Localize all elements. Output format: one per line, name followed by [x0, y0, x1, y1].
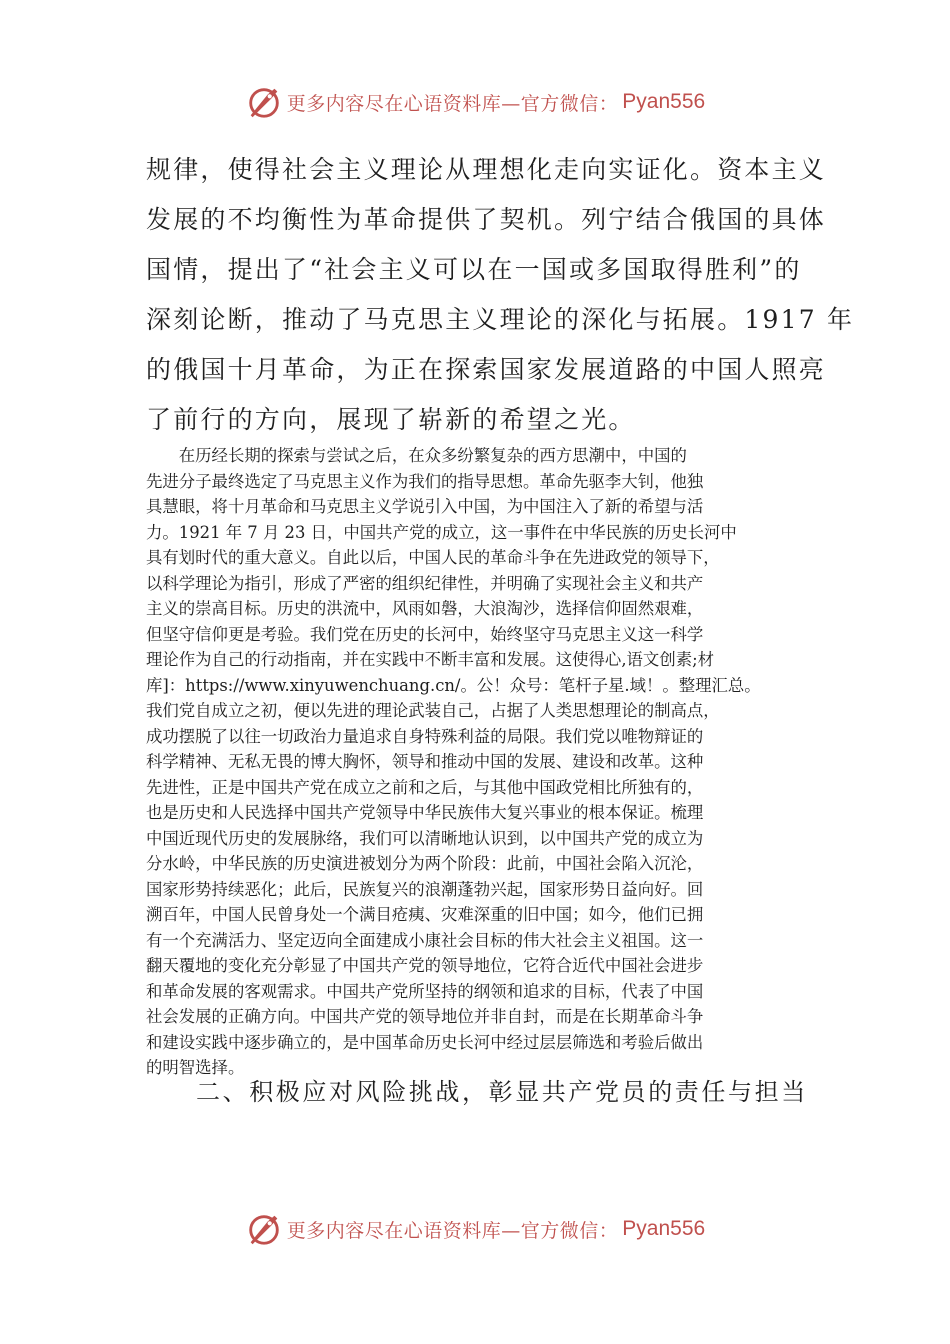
text-line: 也是历史和人民选择中国共产党领导中华民族伟大复兴事业的根本保证。梳理: [146, 803, 704, 822]
text-line: 分水岭，中华民族的历史演进被划分为两个阶段：此前，中国社会陷入沉沦，: [146, 854, 704, 873]
text-line: 科学精神、无私无畏的博大胸怀，领导和推动中国的发展、建设和改革。这种: [146, 752, 704, 771]
header-banner: [0, 80, 950, 124]
text-line: 的俄国十月革命，为正在探索国家发展道路的中国人照亮: [146, 355, 827, 384]
text-line: 国情，提出了“社会主义可以在一国或多国取得胜利”的: [146, 255, 802, 284]
footer-banner: [0, 1207, 950, 1251]
text-line: 有一个充满活力、坚定迈向全面建成小康社会目标的伟大社会主义祖国。这一: [146, 930, 704, 950]
text-line: 溯百年，中国人民曾身处一个满目疮痍、灾难深重的旧中国；如今，他们已拥: [146, 905, 704, 924]
banner-text: 更多内容尽在心语资料库—官方微信：: [286, 1219, 619, 1242]
pen-nib-logo-icon: [245, 1210, 283, 1248]
text-line: 国家形势持续恶化；此后，民族复兴的浪潮蓬勃兴起，国家形势日益向好。回: [146, 879, 704, 899]
text-line: 库]：https://www.xinyuwenchuang.cn/。公！众号：笔杆子星.域！。整理汇总。: [146, 675, 761, 695]
text-line: 深刻论断，推动了马克思主义理论的深化与拓展。1917 年: [146, 305, 855, 334]
text-line: 主义的崇高目标。历史的洪流中，风雨如磐，大浪淘沙，选择信仰固然艰难，: [146, 599, 704, 618]
text-line: 和建设实践中逐步确立的，是中国革命历史长河中经过层层筛选和考验后做出: [146, 1032, 704, 1052]
text-line: 社会发展的正确方向。中国共产党的领导地位并非自封，而是在长期革命斗争: [146, 1007, 704, 1026]
text-line: 我们党自成立之初，便以先进的理论武装自己，占据了人类思想理论的制高点，: [146, 701, 720, 720]
text-line: 翻天覆地的变化充分彰显了中国共产党的领导地位，它符合近代中国社会进步: [146, 956, 704, 975]
text-line: 但坚守信仰更是考验。我们党在历史的长河中，始终坚守马克思主义这一科学: [146, 624, 704, 644]
banner-account: Pyan556: [622, 90, 706, 113]
text-line: 具慧眼，将十月革命和马克思主义学说引入中国，为中国注入了新的希望与活: [146, 497, 704, 516]
text-line: 具有划时代的重大意义。自此以后，中国人民的革命斗争在先进政党的领导下，: [146, 548, 720, 567]
large-text-block: [146, 145, 855, 445]
pen-nib-logo-icon: [245, 83, 283, 121]
banner-account: Pyan556: [622, 1217, 706, 1240]
text-line: 先进性，正是中国共产党在成立之前和之后，与其他中国政党相比所独有的，: [146, 777, 704, 797]
text-line: 以科学理论为指引，形成了严密的组织纪律性，并明确了实现社会主义和共产: [146, 573, 704, 593]
text-line: 规律，使得社会主义理论从理想化走向实证化。资本主义: [146, 155, 827, 184]
text-line: 发展的不均衡性为革命提供了契机。列宁结合俄国的具体: [146, 205, 827, 234]
text-line: 的明智选择。: [146, 1058, 245, 1077]
text-line: 成功摆脱了以往一切政治力量追求自身特殊利益的局限。我们党以唯物辩证的: [146, 726, 704, 746]
text-line: 和革命发展的客观需求。中国共产党所坚持的纲领和追求的目标，代表了中国: [146, 981, 704, 1001]
body-paragraph: [146, 443, 808, 1081]
text-line: 中国近现代历史的发展脉络，我们可以清晰地认识到，以中国共产党的成立为: [146, 828, 704, 848]
section-heading: 二、积极应对风险挑战，彰显共产党员的责任与担当: [196, 1078, 808, 1106]
text-line: 了前行的方向，展现了崭新的希望之光。: [146, 405, 636, 434]
text-line: 理论作为自己的行动指南，并在实践中不断丰富和发展。这使得心,语文创素;材: [146, 650, 715, 669]
banner-text: 更多内容尽在心语资料库—官方微信：: [286, 92, 619, 115]
text-line: 在历经长期的探索与尝试之后，在众多纷繁复杂的西方思潮中，中国的: [146, 446, 687, 465]
text-line: 力。1921 年 7 月 23 日，中国共产党的成立，这一事件在中华民族的历史长河中: [146, 522, 737, 542]
text-line: 先进分子最终选定了马克思主义作为我们的指导思想。革命先驱李大钊，他独: [146, 471, 704, 491]
